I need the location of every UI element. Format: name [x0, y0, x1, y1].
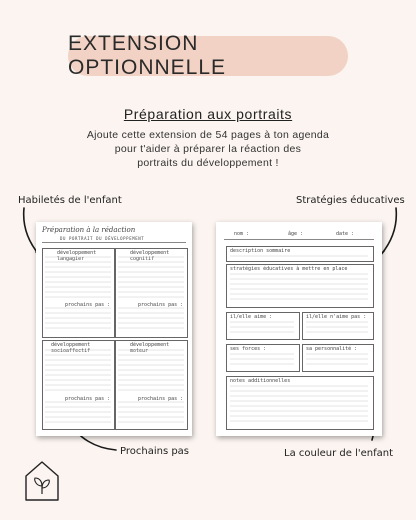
section-heading: il/elle aime :: [230, 314, 273, 320]
section-heading: ses forces :: [230, 346, 267, 352]
section-next: prochains pas :: [138, 396, 184, 402]
section-heading: développement cognitif: [130, 250, 170, 262]
sheet-left: [36, 222, 192, 436]
sheet-left-subtitle: DU PORTRAIT DU DÉVELOPPEMENT: [60, 236, 145, 241]
subtitle: Préparation aux portraits: [123, 106, 293, 122]
section-heading: développement moteur: [130, 342, 170, 354]
section-heading: développement langagier: [57, 250, 97, 262]
section-next: prochains pas :: [65, 396, 111, 402]
field-age: âge :: [288, 231, 304, 237]
section-heading: sa personnalité :: [306, 346, 358, 352]
callout-bottom-left: Prochains pas: [120, 446, 190, 457]
ruled-lines: [36, 222, 192, 436]
section-heading: stratégies éducatives à mettre en place: [230, 266, 348, 272]
section-heading: description sommaire: [230, 248, 291, 254]
sheet-left-title: Préparation à la rédaction: [42, 226, 136, 234]
callout-top-left: Habiletés de l'enfant: [18, 195, 122, 206]
callout-bottom-right: La couleur de l'enfant: [284, 448, 393, 459]
field-name: nom :: [234, 231, 250, 237]
sheet-right: [216, 222, 382, 436]
description-line: Ajoute cette extension de 54 pages à ton agenda: [86, 129, 330, 141]
section-heading: notes additionnelles: [230, 378, 291, 384]
section-heading: il/elle n'aime pas :: [306, 314, 367, 320]
callout-top-right: Stratégies éducatives: [296, 195, 405, 206]
section-next: prochains pas :: [65, 302, 111, 308]
description-line: portraits du développement !: [137, 157, 279, 169]
field-date: date :: [336, 231, 355, 237]
page-title: EXTENSION OPTIONNELLE: [68, 36, 348, 76]
section-next: prochains pas :: [138, 302, 184, 308]
description-line: pour t'aider à préparer la réaction des: [114, 143, 302, 155]
ruled-lines: [216, 222, 382, 436]
section-heading: développement socioaffectif: [51, 342, 91, 354]
house-leaf-icon: [22, 458, 62, 502]
